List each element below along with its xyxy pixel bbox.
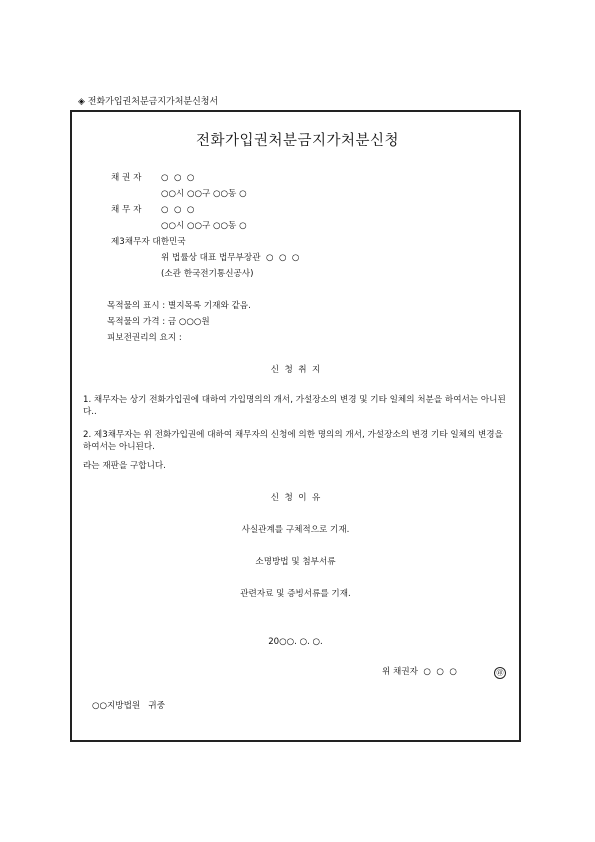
purpose-item-2: 2. 제3채무자는 위 전화가입권에 대하여 채무자의 신청에 의한 명의의 개서, 가설장소의 변경 기타 일체의 변경을 하여서는 아니된다.: [83, 430, 503, 452]
debtor-label: 채 무 자: [111, 205, 142, 215]
third-debtor-representative: 위 법률상 대표 법무부장관 ○ ○ ○: [161, 253, 300, 263]
creditor-name: ○ ○ ○: [161, 173, 195, 183]
document-title: 전화가입권처분금지가처분신청: [195, 133, 400, 149]
purpose-item-1: 1. 채무자는 상기 전화가입권에 대하여 가입명의의 개서, 가설장소의 변경 및 기타 일체의 처분을 하여서는 아니된다..: [83, 395, 506, 417]
creditor-label: 채 권 자: [111, 173, 142, 183]
debtor-address: ○○시 ○○구 ○○동 ○: [161, 221, 247, 231]
creditor-address: ○○시 ○○구 ○○동 ○: [161, 189, 247, 199]
signature-line: 위 채권자 ○ ○ ○: [382, 667, 457, 677]
evidence-heading: 소명방법 및 첨부서류: [255, 557, 336, 567]
evidence-text: 관련자료 및 증빙서류를 기재.: [240, 589, 351, 599]
protected-right: 피보전권리의 요지 :: [107, 333, 182, 343]
debtor-name: ○ ○ ○: [161, 205, 195, 215]
document-caption: ◈ 전화가입권처분금지가처분신청서: [78, 97, 219, 107]
purpose-closing: 라는 재판을 구합니다.: [83, 461, 166, 471]
court-addressee: ○○지방법원 귀중: [92, 701, 166, 711]
seal-mark: ㊞: [494, 667, 506, 679]
object-value: 목적물의 가격 : 금 ○○○원: [107, 317, 210, 327]
third-debtor: 제3채무자 대한민국: [111, 237, 186, 247]
reason-text: 사실관계를 구체적으로 기재.: [241, 525, 350, 535]
third-debtor-agency: (소관 한국전기통신공사): [161, 269, 254, 279]
filing-date: 20○○. ○. ○.: [268, 637, 323, 647]
purpose-heading: 신 청 취 지: [270, 365, 321, 375]
reason-heading: 신 청 이 유: [270, 493, 321, 503]
object-display: 목적물의 표시 : 별지목록 기재와 같음.: [107, 301, 251, 311]
